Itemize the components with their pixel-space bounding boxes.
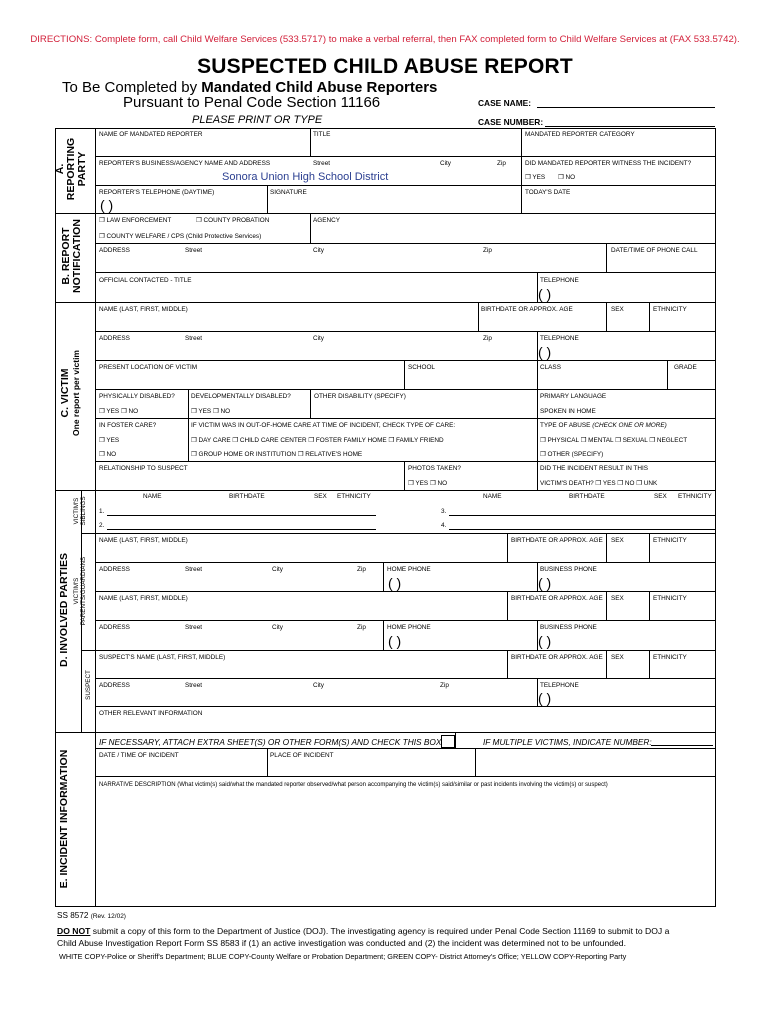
form-subtitle-penal-code: Pursuant to Penal Code Section 11166 [123,94,381,111]
parent2-street-label: Street [185,624,203,631]
victim-death-label: DID THE INCIDENT RESULT IN THIS [540,465,649,472]
county-welfare-checkbox[interactable]: ❐ COUNTY WELFARE / CPS (Child Protective Services) [99,233,262,240]
sibling-birthdate-header-1: BIRTHDATE [229,493,265,500]
case-number-input[interactable] [545,126,715,127]
parent2-birthdate-label: BIRTHDATE OR APPROX. AGE [511,595,603,602]
reporter-city-label: City [440,160,452,167]
foster-yes-checkbox[interactable]: ❐ YES [99,437,120,444]
notify-city-label: City [313,247,325,254]
suspect-birthdate-label: BIRTHDATE OR APPROX. AGE [511,654,603,661]
suspect-zip-label: Zip [440,682,449,689]
victim-grade-label: GRADE [674,364,697,371]
section-b-label: B. REPORT NOTIFICATION [60,219,83,293]
sibling-birthdate-header-2: BIRTHDATE [569,493,605,500]
parent2-home-phone-input[interactable]: ( ) [388,633,402,649]
directions-text: DIRECTIONS: Complete form, call Child Welfare Services (533.5717) to make a verbal referral, then FAX completed form to Child Welfare Services at (FAX 533.5742). [30,34,740,45]
incident-place-label: PLACE OF INCIDENT [270,752,334,759]
official-contacted-label: OFFICIAL CONTACTED - TITLE [99,277,192,284]
spoken-in-home-label: SPOKEN IN HOME [540,408,596,415]
case-name-input[interactable] [537,107,715,108]
notify-address-label: ADDRESS [99,247,130,254]
sibling-input-4[interactable] [449,529,715,530]
law-enforcement-checkbox[interactable]: ❐ LAW ENFORCEMENT [99,217,172,224]
sibling-sex-header-1: SEX [314,493,327,500]
sibling-ethnicity-header-1: ETHNICITY [337,493,371,500]
parent2-zip-label: Zip [357,624,366,631]
sibling-input-3[interactable] [449,515,715,516]
reporter-zip-label: Zip [497,160,506,167]
form-id: SS 8572 (Rev. 12/02) [57,911,126,920]
other-info-label: OTHER RELEVANT INFORMATION [99,710,203,717]
sibling-number-1: 1. [99,508,105,515]
print-note: PLEASE PRINT OR TYPE [192,114,323,126]
suspect-address-label: ADDRESS [99,682,130,689]
sibling-ethnicity-header-2: ETHNICITY [678,493,712,500]
reporter-title-label: TITLE [313,131,331,138]
parent1-address-label: ADDRESS [99,566,130,573]
victim-location-label: PRESENT LOCATION OF VICTIM [99,364,198,371]
doj-notice-line-1: DO NOT submit a copy of this form to the Department of Justice (DOJ). The investigating agency is required under Penal Code Section 11169 to submit to DOJ a [57,926,670,936]
victim-street-label: Street [185,335,203,342]
section-c-label: C. VICTIM One report per victim [59,350,81,436]
abuse-type-label: TYPE OF ABUSE (CHECK ONE OR MORE) [540,422,667,429]
suspect-ethnicity-label: ETHNICITY [653,654,687,661]
photos-taken-label: PHOTOS TAKEN? [408,465,461,472]
sibling-number-4: 4. [441,522,447,529]
parent2-city-label: City [272,624,284,631]
witness-label: DID MANDATED REPORTER WITNESS THE INCIDENT? [525,160,692,167]
victim-birthdate-label: BIRTHDATE OR APPROX. AGE [481,306,573,313]
witness-yes-checkbox[interactable]: ❐ YES [525,174,546,181]
parent2-sex-label: SEX [611,595,624,602]
reporter-business-label: REPORTER'S BUSINESS/AGENCY NAME AND ADDRESS [99,160,271,167]
reporter-phone-label: REPORTER'S TELEPHONE (DAYTIME) [99,189,215,196]
parent2-address-label: ADDRESS [99,624,130,631]
victim-telephone-label: TELEPHONE [540,335,579,342]
reporter-phone-input[interactable]: ( ) [100,197,114,213]
physically-disabled-options[interactable]: ❐ YES ❐ NO [99,408,139,415]
developmentally-disabled-options[interactable]: ❐ YES ❐ NO [191,408,231,415]
parent1-business-phone-label: BUSINESS PHONE [540,566,597,573]
siblings-label: VICTIM'S SIBLINGS [73,496,87,526]
physically-disabled-label: PHYSICALLY DISABLED? [99,393,175,400]
photos-taken-options[interactable]: ❐ YES ❐ NO [408,480,448,487]
suspect-sex-label: SEX [611,654,624,661]
foster-no-checkbox[interactable]: ❐ NO [99,451,117,458]
form-frame [55,128,716,907]
section-d-label: D. INVOLVED PARTIES [58,553,70,667]
victim-class-label: CLASS [540,364,561,371]
primary-language-label: PRIMARY LANGUAGE [540,393,607,400]
incident-datetime-label: DATE / TIME OF INCIDENT [99,752,179,759]
parents-label: VICTIM'S PARENTS/GUARDIANS [73,556,87,626]
parent2-business-phone-label: BUSINESS PHONE [540,624,597,631]
case-name-label: CASE NAME: [478,98,532,108]
parent1-home-phone-label: HOME PHONE [387,566,431,573]
parent1-street-label: Street [185,566,203,573]
parent1-city-label: City [272,566,284,573]
parent1-ethnicity-label: ETHNICITY [653,537,687,544]
copy-distribution: WHITE COPY-Police or Sheriff's Department; BLUE COPY-County Welfare or Probation Department; GREEN COPY- District Attorney's Office; YELLOW COPY-Reporting Party [59,952,627,961]
care-type-label: IF VICTIM WAS IN OUT-OF-HOME CARE AT TIME OF INCIDENT, CHECK TYPE OF CARE: [191,422,456,429]
parent1-zip-label: Zip [357,566,366,573]
doj-notice-line-2: Child Abuse Investigation Report Form SS 8583 if (1) an active investigation was conducted and (2) the incident was determined not to be unfounded. [57,938,626,948]
narrative-input[interactable] [96,792,715,905]
reporter-category-label: MANDATED REPORTER CATEGORY [525,131,635,138]
parent1-business-phone-input[interactable]: ( ) [538,575,552,591]
notify-telephone-input[interactable]: ( ) [538,286,552,302]
abuse-type-other-checkbox[interactable]: ❐ OTHER (SPECIFY) [540,451,604,458]
parent1-name-label: NAME (LAST, FIRST, MIDDLE) [99,537,188,544]
suspect-telephone-input[interactable]: ( ) [538,690,552,706]
victim-sex-label: SEX [611,306,624,313]
suspect-side-label: SUSPECT [85,670,92,700]
sibling-name-header-1: NAME [143,493,162,500]
victim-address-label: ADDRESS [99,335,130,342]
victim-name-label: NAME (LAST, FIRST, MIDDLE) [99,306,188,313]
sibling-input-1[interactable] [107,515,376,516]
victim-city-label: City [313,335,325,342]
suspect-name-label: SUSPECT'S NAME (LAST, FIRST, MIDDLE) [99,654,226,661]
phone-call-datetime-label: DATE/TIME OF PHONE CALL [611,247,698,254]
multiple-victims-input[interactable] [651,745,713,746]
notify-telephone-label: TELEPHONE [540,277,579,284]
sibling-sex-header-2: SEX [654,493,667,500]
business-name-value[interactable]: Sonora Union High School District [222,171,389,183]
suspect-telephone-label: TELEPHONE [540,682,579,689]
attach-sheets-label: IF NECESSARY, ATTACH EXTRA SHEET(S) OR OTHER FORM(S) AND CHECK THIS BOX [99,737,442,747]
victim-telephone-input[interactable]: ( ) [538,344,552,360]
victim-zip-label: Zip [483,335,492,342]
suspect-street-label: Street [185,682,203,689]
case-number-label: CASE NUMBER: [478,117,544,127]
section-a-label: A. REPORTING PARTY [54,137,88,201]
reporter-name-label: NAME OF MANDATED REPORTER [99,131,203,138]
witness-no-checkbox[interactable]: ❐ NO [558,174,576,181]
victim-ethnicity-label: ETHNICITY [653,306,687,313]
parent2-ethnicity-label: ETHNICITY [653,595,687,602]
multiple-victims-label: IF MULTIPLE VICTIMS, INDICATE NUMBER: [483,737,652,747]
care-type-options-2[interactable]: ❐ GROUP HOME OR INSTITUTION ❐ RELATIVE'S HOME [191,451,363,458]
notify-zip-label: Zip [483,247,492,254]
relationship-label: RELATIONSHIP TO SUSPECT [99,465,188,472]
form-title: SUSPECTED CHILD ABUSE REPORT [197,55,573,78]
sibling-number-3: 3. [441,508,447,515]
form-subtitle: To Be Completed by Mandated Child Abuse Reporters [62,79,438,96]
abuse-type-options-1[interactable]: ❐ PHYSICAL ❐ MENTAL ❐ SEXUAL ❐ NEGLECT [540,437,688,444]
todays-date-label: TODAY'S DATE [525,189,571,196]
section-e-label: E. INCIDENT INFORMATION [58,749,70,889]
sibling-input-2[interactable] [107,529,376,530]
parent2-business-phone-input[interactable]: ( ) [538,633,552,649]
other-disability-label: OTHER DISABILITY (SPECIFY) [314,393,406,400]
notify-street-label: Street [185,247,203,254]
suspect-city-label: City [313,682,325,689]
developmentally-disabled-label: DEVELOPMENTALLY DISABLED? [191,393,291,400]
parent1-sex-label: SEX [611,537,624,544]
sibling-number-2: 2. [99,522,105,529]
attach-sheets-checkbox[interactable] [441,735,455,748]
victim-school-label: SCHOOL [408,364,435,371]
sibling-name-header-2: NAME [483,493,502,500]
parent2-home-phone-label: HOME PHONE [387,624,431,631]
victim-death-options[interactable]: VICTIM'S DEATH? ❐ YES ❐ NO ❐ UNK [540,480,658,487]
care-type-options-1[interactable]: ❐ DAY CARE ❐ CHILD CARE CENTER ❐ FOSTER FAMILY HOME ❐ FAMILY FRIEND [191,437,444,444]
narrative-label: NARRATIVE DESCRIPTION (What victim(s) said/what the mandated reporter observed/what person accompanying the victim(s) said/similar or past incidents involving the victim(s) or suspect) [99,782,608,788]
agency-label: AGENCY [313,217,340,224]
parent1-home-phone-input[interactable]: ( ) [388,575,402,591]
reporter-street-label: Street [313,160,331,167]
parent1-birthdate-label: BIRTHDATE OR APPROX. AGE [511,537,603,544]
parent2-name-label: NAME (LAST, FIRST, MIDDLE) [99,595,188,602]
foster-care-label: IN FOSTER CARE? [99,422,157,429]
signature-label: SIGNATURE [270,189,307,196]
county-probation-checkbox[interactable]: ❐ COUNTY PROBATION [196,217,270,224]
